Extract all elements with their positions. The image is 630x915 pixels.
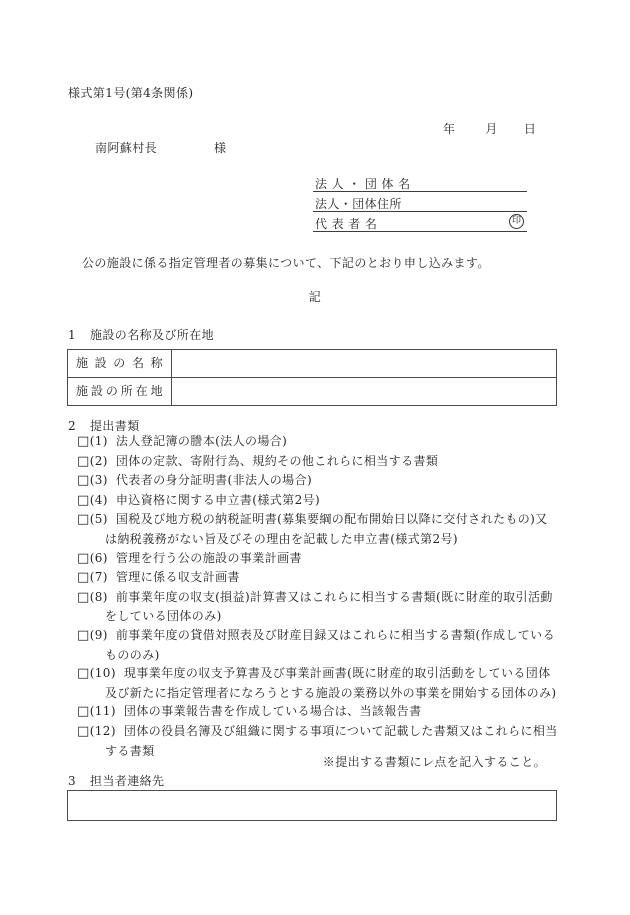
checkbox-icon[interactable]: □ [77, 589, 90, 605]
checklist-item-9 [77, 626, 558, 664]
item-number: (2) [89, 453, 108, 468]
checklist-item-6 [77, 549, 558, 569]
item-number: (4) [89, 492, 108, 507]
item-text: 国税及び地方税の納税証明書(募集要綱の配布開始日以降に交付されたもの)又は納税義務がない旨及びその理由を記載した申立書(様式第2号) [105, 512, 548, 546]
checkbox-icon[interactable]: □ [77, 723, 90, 739]
checkbox-icon[interactable]: □ [77, 512, 90, 528]
item-number: (8) [89, 589, 108, 604]
item-text: 前事業年度の収支(損益)計算書又はこれらに相当する書類(既に財産的取引活動をしている団体のみ) [105, 589, 553, 624]
item-text: 団体の定款、寄附行為、規約その他これらに相当する書類 [115, 453, 439, 468]
item-text: 管理を行う公の施設の事業計画書 [115, 550, 302, 565]
item-number: (1) [89, 434, 108, 448]
item-number: (5) [89, 512, 108, 527]
section3-number: 3 [68, 774, 77, 788]
table-row [68, 350, 556, 377]
checkbox-icon[interactable]: □ [77, 627, 90, 643]
checklist-item-3 [77, 471, 558, 491]
item-text: 代表者の身分証明書(非法人の場合) [115, 473, 313, 488]
item-text: 申込資格に関する申立書(様式第2号) [115, 492, 321, 507]
date-month-label: 月 [485, 122, 498, 136]
addressee-honorific: 様 [214, 141, 227, 155]
notation-ki: 記 [308, 290, 322, 304]
seal-icon: 印 [509, 214, 524, 229]
section1-heading [68, 326, 214, 343]
checkbox-icon[interactable]: □ [77, 550, 90, 566]
signature-row-org-name[interactable] [313, 172, 527, 192]
intro-paragraph: 公の施設に係る指定管理者の募集について、下記のとおり申し込みます。 [82, 256, 490, 270]
addressee-line [95, 139, 226, 156]
section2-title: 提出書類 [90, 419, 140, 433]
section2-number: 2 [68, 419, 77, 433]
item-text: 前事業年度の貸借対照表及び財産目録又はこれらに相当する書類(作成しているもののみ) [105, 627, 555, 662]
checklist-item-8 [77, 588, 558, 626]
facility-name-value[interactable] [172, 350, 556, 377]
signature-row-org-address[interactable] [313, 192, 527, 212]
org-name-label: 法 人 ・ 団 体 名 [315, 177, 411, 191]
item-text: 管理に係る収支計画書 [115, 570, 240, 585]
item-number: (12) [89, 723, 116, 738]
facility-address-value[interactable] [172, 378, 556, 405]
item-number: (7) [89, 570, 108, 585]
checkbox-icon[interactable]: □ [77, 473, 90, 489]
form-number: 様式第1号(第4条関係) [68, 86, 194, 100]
checklist-item-7 [77, 568, 558, 588]
checklist-item-2 [77, 452, 558, 472]
checkbox-icon[interactable]: □ [77, 570, 90, 586]
item-text: 団体の役員名簿及び組織に関する事項について記載した書類又はこれらに相当する書類 [105, 723, 558, 758]
item-number: (9) [89, 627, 108, 642]
checkbox-icon[interactable]: □ [77, 492, 90, 508]
checkbox-icon[interactable]: □ [77, 666, 90, 682]
org-address-label: 法人・団体住所 [315, 197, 402, 211]
checklist-item-1 [77, 432, 558, 452]
item-number: (10) [89, 666, 116, 681]
facility-address-label: 施設の所在地 [68, 378, 172, 405]
checklist-item-5 [77, 510, 558, 548]
section1-title: 施設の名称及び所在地 [90, 328, 215, 342]
section3-title: 担当者連絡先 [90, 774, 165, 788]
facility-name-label: 施設の名称 [68, 350, 172, 377]
checkbox-icon[interactable]: □ [77, 434, 90, 449]
addressee-name: 南阿蘇村長 [95, 141, 158, 155]
item-text: 現事業年度の収支予算書及び事業計画書(既に財産的取引活動をしている団体及び新たに指定管理者になろうとする施設の業務以外の事業を開始する団体のみ) [105, 666, 557, 700]
checklist-item-11 [77, 702, 558, 722]
signature-row-representative[interactable] [313, 212, 527, 232]
checklist-item-4 [77, 491, 558, 511]
document-checklist [68, 432, 558, 760]
date-line [443, 120, 536, 137]
item-number: (11) [89, 704, 116, 719]
section3-heading [68, 772, 164, 789]
checklist-item-10 [77, 664, 558, 702]
item-text: 団体の事業報告書を作成している場合は、当該報告書 [123, 704, 422, 719]
checkbox-icon[interactable]: □ [77, 453, 90, 469]
item-text: 法人登記簿の謄本(法人の場合) [115, 434, 288, 448]
checklist-note: ※提出する書類にレ点を記入すること。 [322, 755, 546, 769]
table-row [68, 377, 556, 405]
facility-table [67, 349, 557, 406]
item-number: (3) [89, 473, 108, 488]
section1-number: 1 [68, 328, 77, 342]
signature-block [313, 172, 527, 232]
representative-name-label: 代 表 者 名 [315, 217, 378, 231]
date-day-label: 日 [523, 122, 537, 136]
item-number: (6) [89, 550, 108, 565]
contact-info-box[interactable] [67, 790, 557, 821]
checkbox-icon[interactable]: □ [77, 704, 90, 720]
date-year-label: 年 [443, 122, 456, 136]
